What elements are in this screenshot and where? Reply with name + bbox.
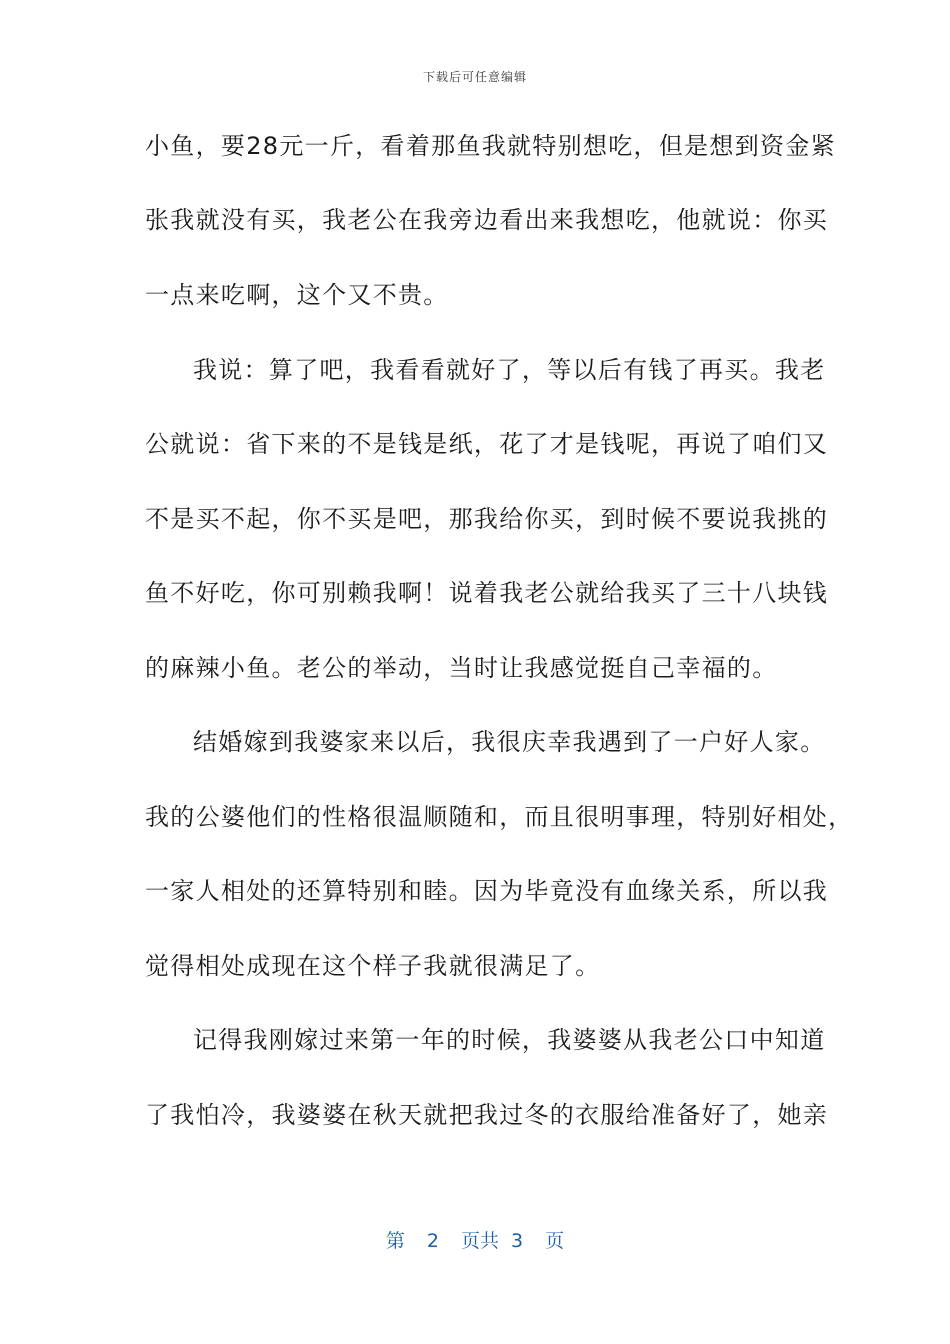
- text-line: 我的公婆他们的性格很温顺随和，而且很明事理，特别好相处，: [145, 803, 854, 831]
- footer-prefix: 第: [385, 1230, 405, 1252]
- text-line: 鱼不好吃，你可别赖我啊！说着我老公就给我买了三十八块钱: [145, 579, 829, 607]
- page-number-footer: [0, 1226, 950, 1253]
- text-line: 小鱼，要28元一斤，看着那鱼我就特别想吃，但是想到资金紧: [145, 132, 836, 160]
- text-line: 一点来吃啊，这个又不贵。: [145, 281, 449, 309]
- text-line: 一家人相处的还算特别和睦。因为毕竟没有血缘关系，所以我: [145, 877, 829, 905]
- total-pages-number: 3: [511, 1230, 524, 1252]
- text-line: 我说：算了吧，我看看就好了，等以后有钱了再买。我老: [193, 356, 826, 384]
- text-line: 不是买不起，你不买是吧，那我给你买，到时候不要说我挑的: [145, 505, 829, 533]
- text-line: 记得我刚嫁过来第一年的时候，我婆婆从我老公口中知道: [193, 1026, 826, 1054]
- text-line: 了我怕冷，我婆婆在秋天就把我过冬的衣服给准备好了，她亲: [145, 1101, 829, 1129]
- text-line: 张我就没有买，我老公在我旁边看出来我想吃，他就说：你买: [145, 206, 829, 234]
- text-line: 的麻辣小鱼。老公的举动，当时让我感觉挺自己幸福的。: [145, 654, 778, 682]
- footer-middle: 页共: [460, 1230, 499, 1252]
- footer-suffix: 页: [545, 1230, 565, 1252]
- text-line: 公就说：省下来的不是钱是纸，花了才是钱呢，再说了咱们又: [145, 430, 829, 458]
- text-line: 觉得相处成现在这个样子我就很满足了。: [145, 952, 601, 980]
- text-line: 结婚嫁到我婆家来以后，我很庆幸我遇到了一户好人家。: [193, 728, 826, 756]
- header-note: 下载后可任意编辑: [422, 70, 527, 84]
- current-page-number: 2: [426, 1230, 439, 1252]
